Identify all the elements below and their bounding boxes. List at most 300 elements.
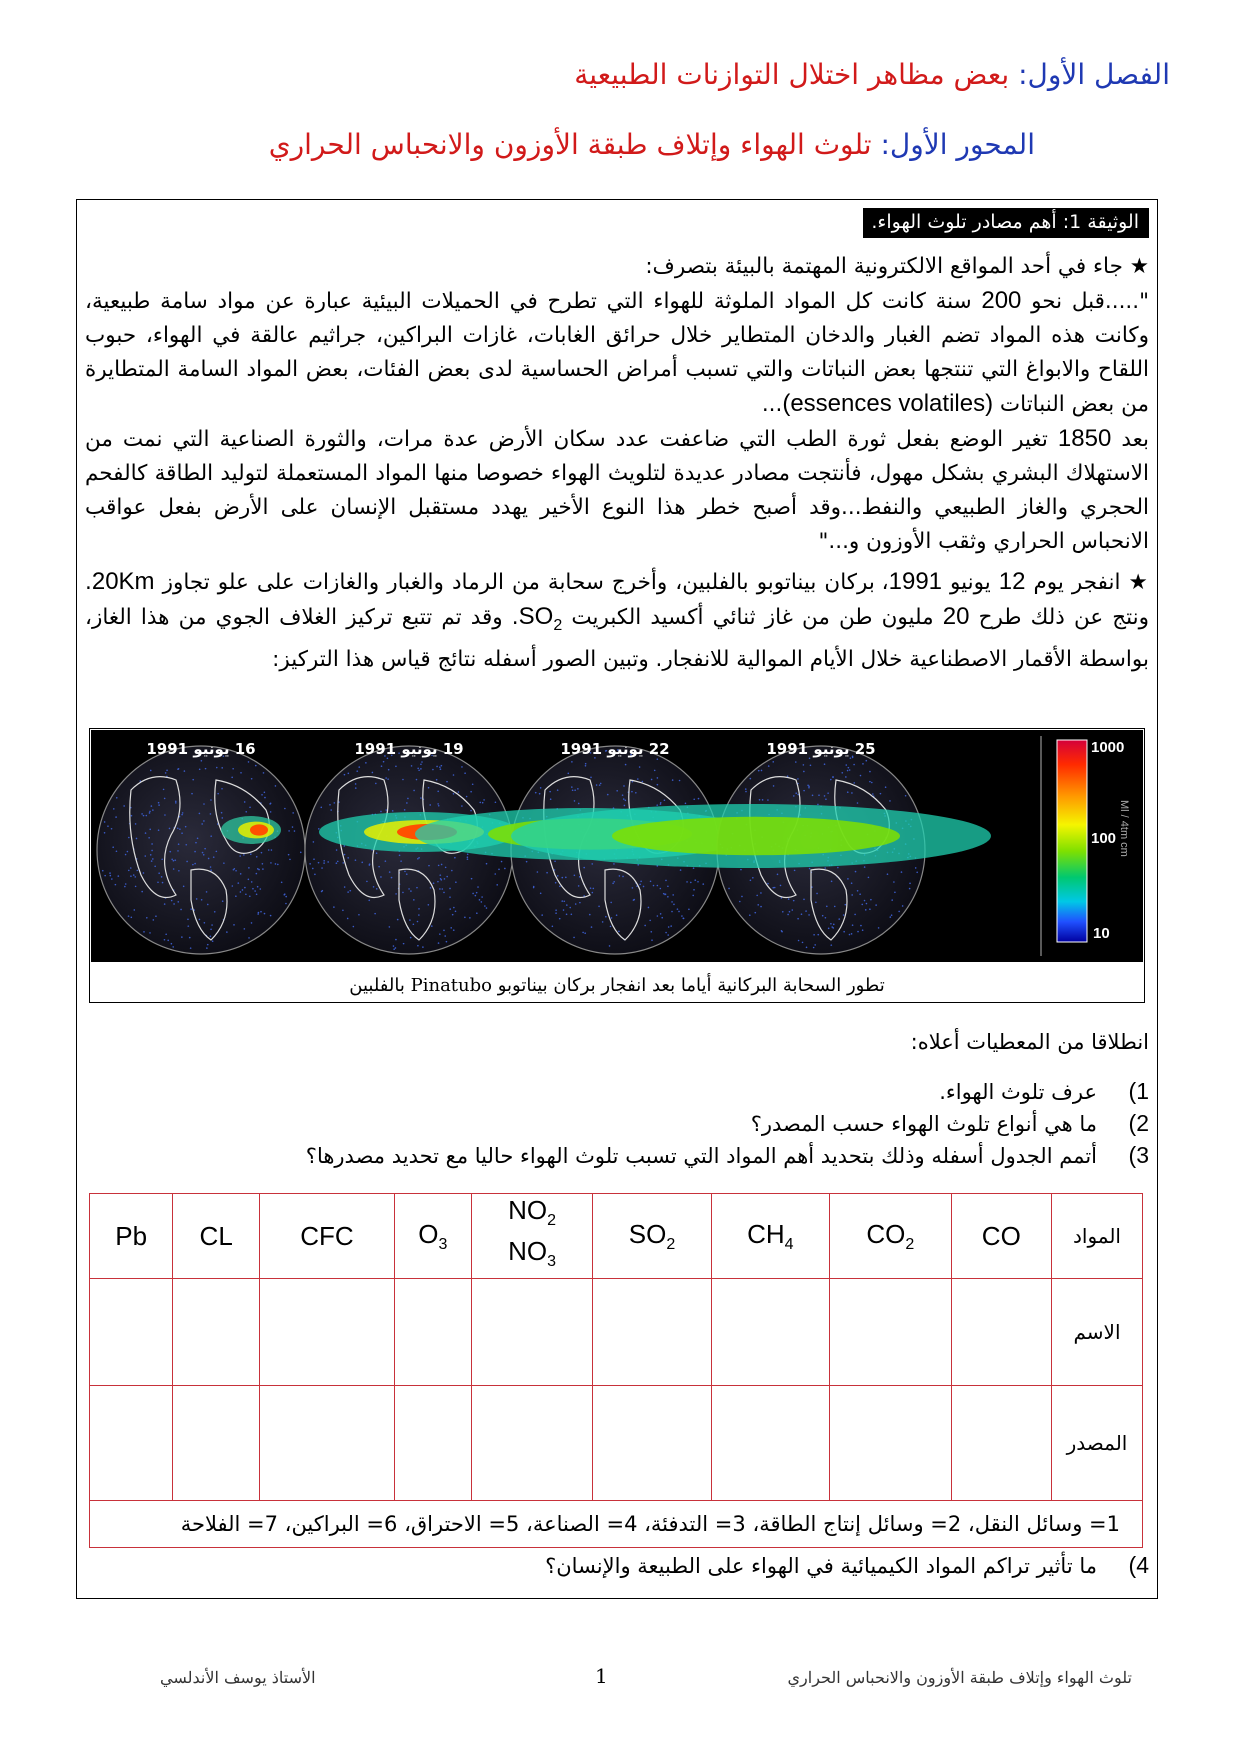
noise-dot <box>288 830 290 832</box>
noise-dot <box>366 881 368 883</box>
noise-dot <box>211 924 213 926</box>
noise-dot <box>657 784 659 786</box>
so2-sub: 2 <box>553 617 563 634</box>
noise-dot <box>668 926 670 928</box>
noise-dot <box>814 944 816 946</box>
noise-dot <box>115 884 117 886</box>
noise-dot <box>244 887 246 889</box>
noise-dot <box>260 911 262 913</box>
noise-dot <box>639 884 641 886</box>
noise-dot <box>441 765 443 767</box>
noise-dot <box>361 862 363 864</box>
noise-dot <box>682 917 684 919</box>
noise-dot <box>453 929 455 931</box>
noise-dot <box>803 771 805 773</box>
name-cell[interactable] <box>829 1279 951 1386</box>
noise-dot <box>216 851 218 853</box>
noise-dot <box>869 771 871 773</box>
noise-dot <box>454 857 456 859</box>
noise-dot <box>479 899 481 901</box>
noise-dot <box>851 882 853 884</box>
noise-dot <box>561 900 563 902</box>
noise-dot <box>330 809 332 811</box>
noise-dot <box>458 791 460 793</box>
noise-dot <box>579 902 581 904</box>
noise-dot <box>275 785 277 787</box>
noise-dot <box>667 896 669 898</box>
noise-dot <box>240 873 242 875</box>
noise-dot <box>665 932 667 934</box>
noise-dot <box>206 947 208 949</box>
noise-dot <box>270 915 272 917</box>
p2-c: ، بركان بيناتوبو بالفلبين، وأخرج سحابة من الرماد والغبار والغازات على علو تجاوز <box>154 570 889 595</box>
noise-dot <box>107 825 109 827</box>
noise-dot <box>869 908 871 910</box>
noise-dot <box>862 763 864 765</box>
noise-dot <box>847 770 849 772</box>
noise-dot <box>795 792 797 794</box>
noise-dot <box>348 773 350 775</box>
noise-dot <box>550 798 552 800</box>
noise-dot <box>481 901 483 903</box>
substances-table <box>89 1193 1143 1548</box>
noise-dot <box>175 800 177 802</box>
noise-dot <box>446 941 448 943</box>
noise-dot <box>571 761 573 763</box>
noise-dot <box>149 829 151 831</box>
satellite-image <box>91 730 1143 962</box>
noise-dot <box>788 898 790 900</box>
cell-cfc: CFC <box>260 1194 395 1279</box>
noise-dot <box>782 911 784 913</box>
noise-dot <box>893 881 895 883</box>
noise-dot <box>177 901 179 903</box>
noise-dot <box>249 895 251 897</box>
noise-dot <box>270 811 272 813</box>
so2-plume-core <box>612 817 900 855</box>
noise-dot <box>619 875 621 877</box>
noise-dot <box>133 874 135 876</box>
noise-dot <box>358 766 360 768</box>
noise-dot <box>143 815 145 817</box>
name-cell[interactable] <box>394 1279 471 1386</box>
noise-dot <box>470 810 472 812</box>
noise-dot <box>183 886 185 888</box>
p2-num-c: 20Km <box>91 568 155 595</box>
cell-pb: Pb <box>90 1194 173 1279</box>
noise-dot <box>143 872 145 874</box>
noise-dot <box>590 887 592 889</box>
noise-dot <box>164 798 166 800</box>
p2-num-d: 20 <box>942 603 970 630</box>
noise-dot <box>591 926 593 928</box>
cell-cl: CL <box>173 1194 260 1279</box>
noise-dot <box>277 864 279 866</box>
noise-dot <box>822 915 824 917</box>
axis-title: تلوث الهواء وإتلاف طبقة الأوزون والانحباس الحراري <box>268 128 872 161</box>
noise-dot <box>439 888 441 890</box>
table-row-name <box>90 1279 1143 1386</box>
noise-dot <box>195 842 197 844</box>
noise-dot <box>758 770 760 772</box>
noise-dot <box>486 907 488 909</box>
noise-dot <box>831 881 833 883</box>
noise-dot <box>657 777 659 779</box>
noise-dot <box>452 914 454 916</box>
noise-dot <box>135 823 137 825</box>
noise-dot <box>385 777 387 779</box>
noise-dot <box>855 871 857 873</box>
noise-dot <box>768 765 770 767</box>
noise-dot <box>644 925 646 927</box>
noise-dot <box>410 937 412 939</box>
noise-dot <box>420 763 422 765</box>
noise-dot <box>208 858 210 860</box>
noise-dot <box>613 881 615 883</box>
p1-text-d: بعد <box>1111 427 1149 452</box>
noise-dot <box>437 881 439 883</box>
noise-dot <box>637 864 639 866</box>
p2-f: . وقد تم تتبع تركيز الغلاف الجوي من هذا الغاز، بواسطة الأقمار الاصطناعية خلال الأيام الموالية للانفجار. وتبين الصور أسفله نتائج قياس هذا التركيز: <box>85 605 1149 672</box>
noise-dot <box>578 803 580 805</box>
noise-dot <box>555 882 557 884</box>
source-cell[interactable] <box>711 1386 829 1501</box>
noise-dot <box>810 764 812 766</box>
noise-dot <box>441 888 443 890</box>
globe-date: 22 يونيو 1991 <box>560 740 670 758</box>
noise-dot <box>809 868 811 870</box>
noise-dot <box>177 827 179 829</box>
noise-dot <box>565 877 567 879</box>
noise-dot <box>221 767 223 769</box>
noise-dot <box>909 888 911 890</box>
noise-dot <box>660 803 662 805</box>
noise-dot <box>117 875 119 877</box>
noise-dot <box>555 909 557 911</box>
cell-o3-sub: 3 <box>438 1235 448 1253</box>
noise-dot <box>648 907 650 909</box>
noise-dot <box>865 909 867 911</box>
chapter-title: بعض مظاهر اختلال التوازنات الطبيعية <box>574 58 1010 91</box>
noise-dot <box>185 844 187 846</box>
noise-dot <box>483 799 485 801</box>
noise-dot <box>155 915 157 917</box>
noise-dot <box>571 914 573 916</box>
noise-dot <box>622 794 624 796</box>
figure-caption: تطور السحابة البركانية أياما بعد انفجار بركان بيناتوبو Pinatubo بالفلبين <box>349 975 885 996</box>
noise-dot <box>541 914 543 916</box>
noise-dot <box>393 948 395 950</box>
source-legend: 1= وسائل النقل، 2= وسائل إنتاج الطاقة، 3= التدفئة، 4= الصناعة، 5= الاحتراق، 6= البراكين، 7= الفلاحة <box>90 1501 1143 1548</box>
so2-formula <box>518 603 563 634</box>
noise-dot <box>622 876 624 878</box>
noise-dot <box>760 906 762 908</box>
question-3-text: أتمم الجدول أسفله وذلك بتحديد أهم المواد التي تسبب تلوث الهواء حاليا مع تحديد مصدرها؟ <box>305 1144 1097 1168</box>
cell-o3-text: O <box>418 1218 439 1249</box>
noise-dot <box>355 859 357 861</box>
source-cell[interactable] <box>951 1386 1051 1501</box>
noise-dot <box>446 876 448 878</box>
noise-dot <box>857 931 859 933</box>
noise-dot <box>698 798 700 800</box>
noise-dot <box>575 903 577 905</box>
noise-dot <box>898 911 900 913</box>
p1-num-b: 1850 <box>1057 425 1112 452</box>
noise-dot <box>436 766 438 768</box>
source-cell[interactable] <box>260 1386 395 1501</box>
p2-d: . ونتج عن ذلك طرح <box>85 570 1150 630</box>
noise-dot <box>440 768 442 770</box>
noise-dot <box>813 934 815 936</box>
noise-dot <box>667 934 669 936</box>
name-cell[interactable] <box>951 1279 1051 1386</box>
noise-dot <box>187 925 189 927</box>
noise-dot <box>446 781 448 783</box>
noise-dot <box>692 895 694 897</box>
noise-dot <box>264 791 266 793</box>
noise-dot <box>148 837 150 839</box>
noise-dot <box>559 918 561 920</box>
noise-dot <box>212 940 214 942</box>
noise-dot <box>347 891 349 893</box>
noise-dot <box>196 898 198 900</box>
noise-dot <box>584 932 586 934</box>
noise-dot <box>849 934 851 936</box>
noise-dot <box>210 929 212 931</box>
noise-dot <box>824 867 826 869</box>
noise-dot <box>275 863 277 865</box>
noise-dot <box>171 858 173 860</box>
noise-dot <box>745 791 747 793</box>
noise-dot <box>889 800 891 802</box>
noise-dot <box>284 893 286 895</box>
noise-dot <box>837 867 839 869</box>
noise-dot <box>554 860 556 862</box>
noise-dot <box>885 786 887 788</box>
noise-dot <box>578 885 580 887</box>
noise-dot <box>772 761 774 763</box>
noise-dot <box>221 817 223 819</box>
noise-dot <box>686 881 688 883</box>
noise-dot <box>251 881 253 883</box>
p1-latin: (essences volatiles) <box>782 390 994 417</box>
noise-dot <box>853 764 855 766</box>
noise-dot <box>851 894 853 896</box>
name-cell[interactable] <box>260 1279 395 1386</box>
noise-dot <box>285 903 287 905</box>
noise-dot <box>453 907 455 909</box>
noise-dot <box>173 868 175 870</box>
question-2-text: ما هي أنواع تلوث الهواء حسب المصدر؟ <box>750 1112 1097 1136</box>
noise-dot <box>174 859 176 861</box>
noise-dot <box>795 761 797 763</box>
noise-dot <box>409 919 411 921</box>
noise-dot <box>408 888 410 890</box>
row-label-source: المصدر <box>1052 1386 1143 1501</box>
noise-dot <box>243 854 245 856</box>
color-scale-bar <box>1057 740 1087 942</box>
noise-dot <box>665 880 667 882</box>
noise-dot <box>752 877 754 879</box>
noise-dot <box>654 770 656 772</box>
source-cell[interactable] <box>90 1386 173 1501</box>
noise-dot <box>476 892 478 894</box>
noise-dot <box>210 835 212 837</box>
name-cell[interactable] <box>90 1279 173 1386</box>
noise-dot <box>854 914 856 916</box>
noise-dot <box>671 901 673 903</box>
noise-dot <box>868 877 870 879</box>
noise-dot <box>329 804 331 806</box>
noise-dot <box>190 947 192 949</box>
noise-dot <box>395 947 397 949</box>
noise-dot <box>167 940 169 942</box>
noise-dot <box>133 909 135 911</box>
noise-dot <box>670 925 672 927</box>
table-row-source <box>90 1386 1143 1501</box>
noise-dot <box>136 838 138 840</box>
noise-dot <box>476 912 478 914</box>
noise-dot <box>651 779 653 781</box>
noise-dot <box>817 934 819 936</box>
noise-dot <box>902 905 904 907</box>
noise-dot <box>498 869 500 871</box>
noise-dot <box>368 899 370 901</box>
noise-dot <box>150 854 152 856</box>
noise-dot <box>816 893 818 895</box>
source-cell[interactable] <box>173 1386 260 1501</box>
noise-dot <box>432 769 434 771</box>
noise-dot <box>728 888 730 890</box>
noise-dot <box>847 791 849 793</box>
cell-so2-sub: 2 <box>666 1235 676 1253</box>
noise-dot <box>150 770 152 772</box>
name-cell[interactable] <box>711 1279 829 1386</box>
noise-dot <box>164 939 166 941</box>
noise-dot <box>438 805 440 807</box>
question-1-num: 1) <box>1128 1078 1149 1104</box>
noise-dot <box>623 785 625 787</box>
noise-dot <box>112 846 114 848</box>
noise-dot <box>327 861 329 863</box>
paragraph-1 <box>85 250 1149 559</box>
footer-title: تلوث الهواء وإتلاف طبقة الأوزون والانحباس الحراري <box>787 1668 1132 1687</box>
noise-dot <box>380 876 382 878</box>
noise-dot <box>428 787 430 789</box>
noise-dot <box>356 770 358 772</box>
noise-dot <box>300 852 302 854</box>
noise-dot <box>750 879 752 881</box>
noise-dot <box>797 918 799 920</box>
noise-dot <box>281 881 283 883</box>
question-3-num: 3) <box>1128 1142 1149 1168</box>
noise-dot <box>248 879 250 881</box>
source-cell[interactable] <box>471 1386 593 1501</box>
noise-dot <box>857 890 859 892</box>
source-cell[interactable] <box>394 1386 471 1501</box>
name-cell[interactable] <box>173 1279 260 1386</box>
noise-dot <box>862 929 864 931</box>
noise-dot <box>539 793 541 795</box>
noise-dot <box>318 828 320 830</box>
noise-dot <box>202 852 204 854</box>
noise-dot <box>171 943 173 945</box>
noise-dot <box>830 923 832 925</box>
noise-dot <box>777 874 779 876</box>
noise-dot <box>825 917 827 919</box>
noise-dot <box>393 945 395 947</box>
question-1-text: عرف تلوث الهواء. <box>939 1080 1097 1104</box>
question-4-num: 4) <box>1128 1552 1149 1578</box>
noise-dot <box>870 899 872 901</box>
noise-dot <box>417 945 419 947</box>
source-cell[interactable] <box>593 1386 711 1501</box>
noise-dot <box>128 837 130 839</box>
noise-dot <box>199 768 201 770</box>
noise-dot <box>574 789 576 791</box>
name-cell[interactable] <box>593 1279 711 1386</box>
noise-dot <box>571 786 573 788</box>
globe-date: 25 يونيو 1991 <box>766 740 876 758</box>
noise-dot <box>657 915 659 917</box>
noise-dot <box>385 860 387 862</box>
noise-dot <box>223 862 225 864</box>
noise-dot <box>807 784 809 786</box>
noise-dot <box>104 875 106 877</box>
noise-dot <box>574 800 576 802</box>
noise-dot <box>194 851 196 853</box>
noise-dot <box>848 767 850 769</box>
noise-dot <box>834 906 836 908</box>
noise-dot <box>566 913 568 915</box>
noise-dot <box>182 812 184 814</box>
noise-dot <box>577 788 579 790</box>
noise-dot <box>702 883 704 885</box>
noise-dot <box>789 911 791 913</box>
noise-dot <box>469 917 471 919</box>
noise-dot <box>472 783 474 785</box>
name-cell[interactable] <box>471 1279 593 1386</box>
noise-dot <box>443 892 445 894</box>
noise-dot <box>232 768 234 770</box>
noise-dot <box>376 888 378 890</box>
noise-dot <box>231 777 233 779</box>
noise-dot <box>226 931 228 933</box>
noise-dot <box>420 797 422 799</box>
noise-dot <box>852 924 854 926</box>
noise-dot <box>851 933 853 935</box>
noise-dot <box>164 814 166 816</box>
noise-dot <box>152 858 154 860</box>
noise-dot <box>270 862 272 864</box>
noise-dot <box>688 908 690 910</box>
noise-dot <box>258 912 260 914</box>
noise-dot <box>271 849 273 851</box>
noise-dot <box>205 768 207 770</box>
noise-dot <box>109 872 111 874</box>
source-cell[interactable] <box>829 1386 951 1501</box>
cell-nox <box>471 1194 593 1279</box>
noise-dot <box>596 784 598 786</box>
noise-dot <box>501 861 503 863</box>
noise-dot <box>844 904 846 906</box>
noise-dot <box>261 852 263 854</box>
noise-dot <box>437 791 439 793</box>
table-row-substances <box>90 1194 1143 1279</box>
noise-dot <box>256 856 258 858</box>
noise-dot <box>270 802 272 804</box>
noise-dot <box>417 768 419 770</box>
